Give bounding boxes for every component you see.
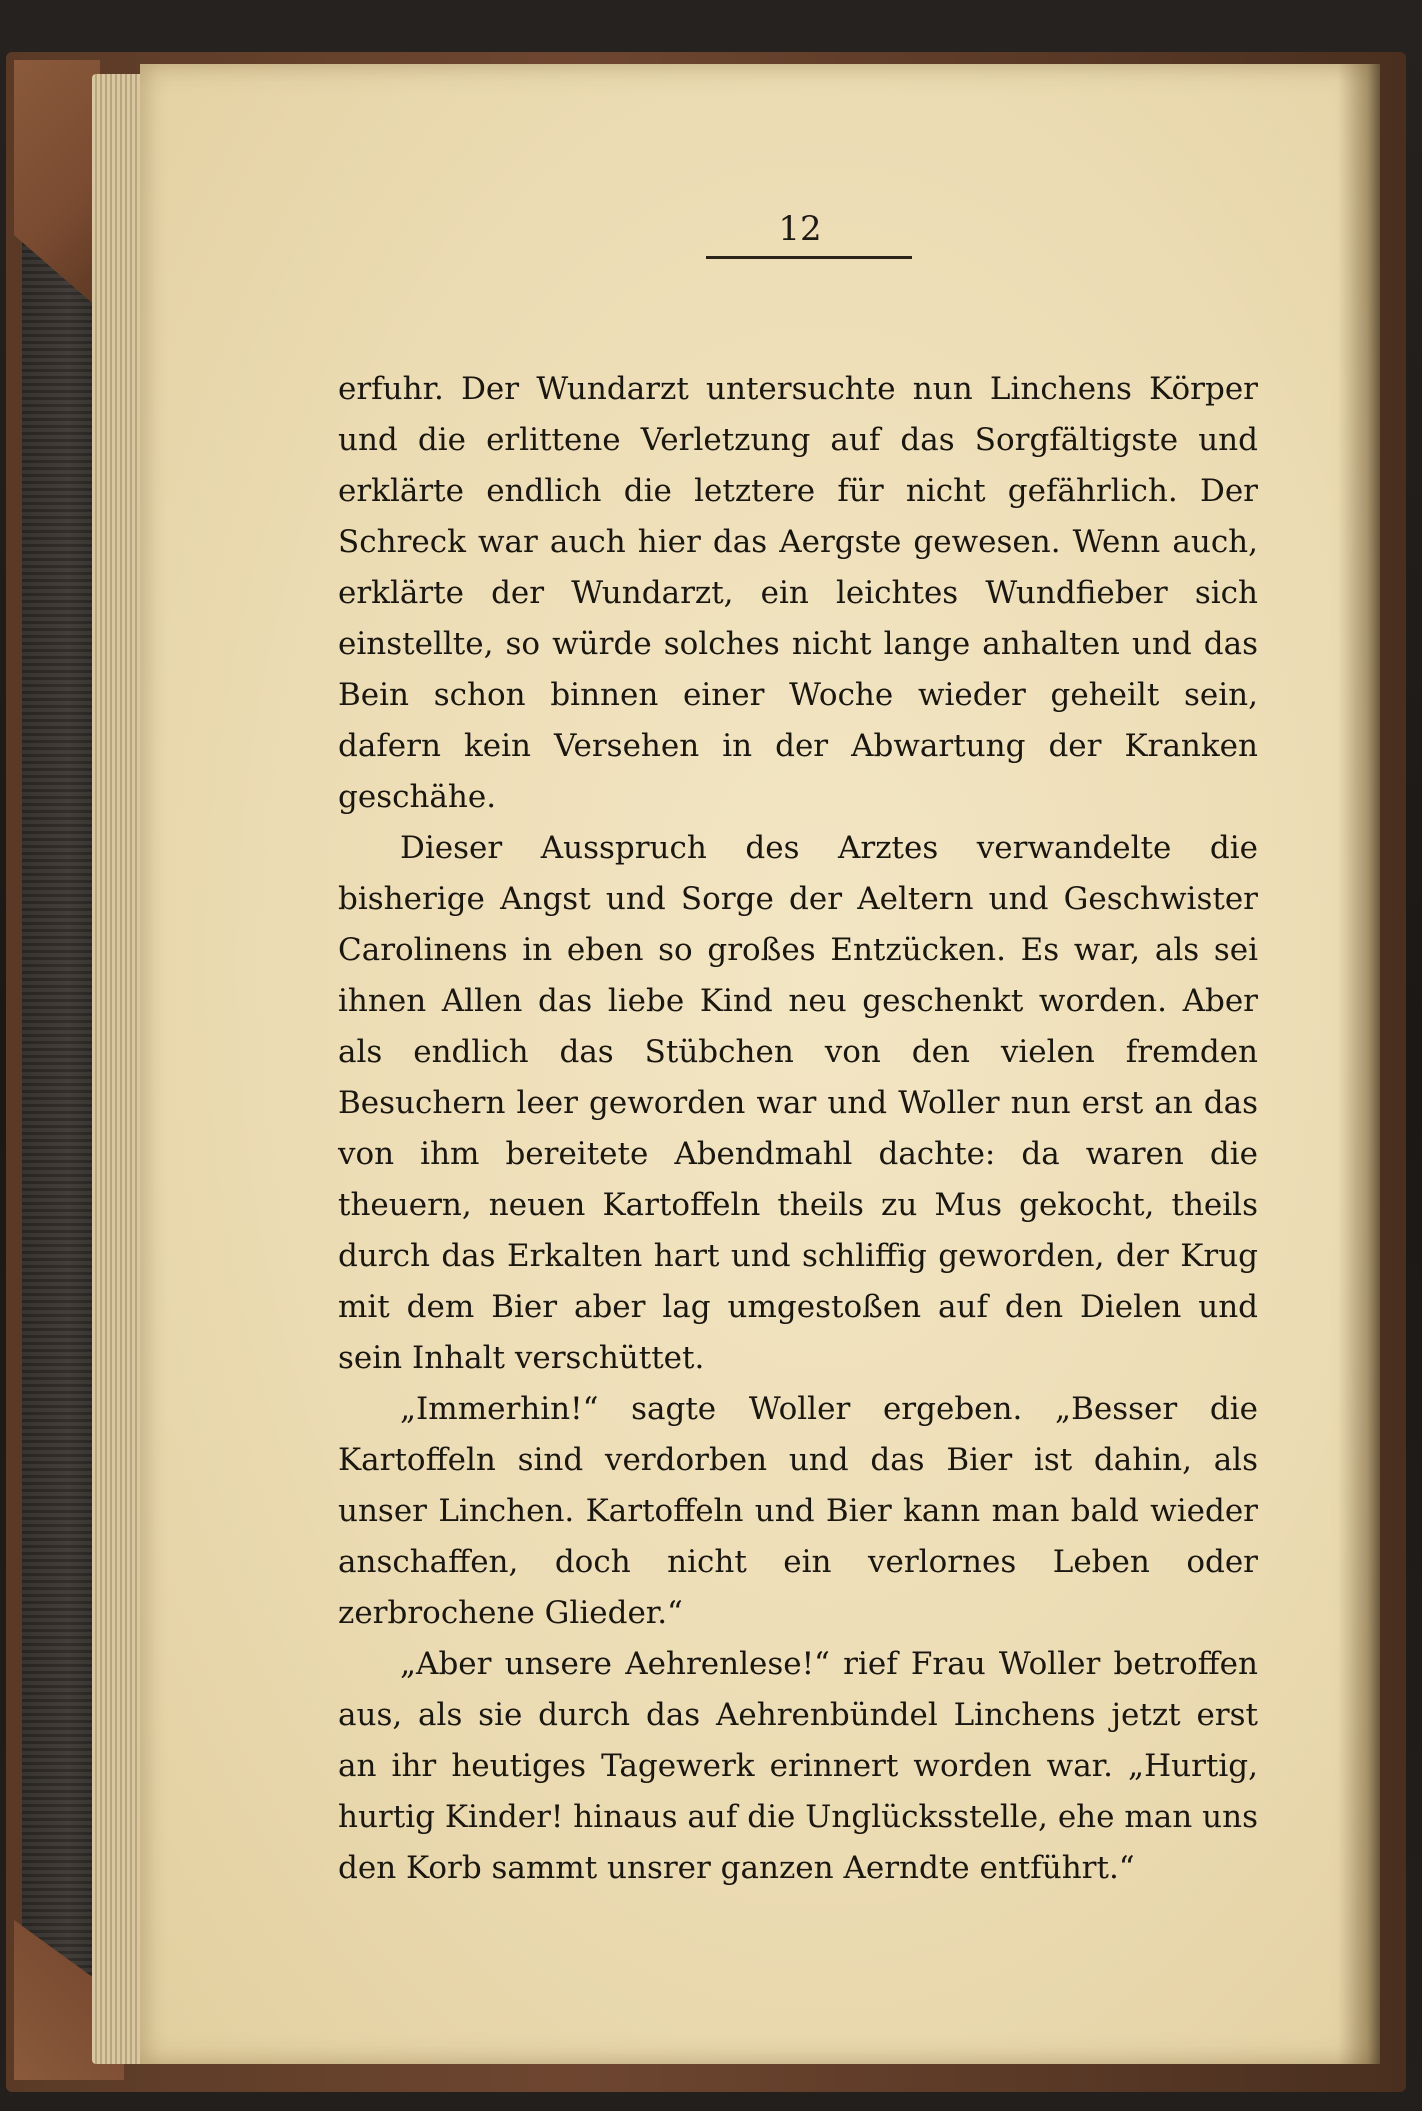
paragraph-1: erfuhr. Der Wundarzt untersuchte nun Linchens Körper und die erlittene Verletzung auf das Sorgfältigste und erklärte endlich die letztere für nicht gefährlich. Der Schreck war auch hier das Aergste gewesen. Wenn auch, erklärte der Wundarzt, ein leichtes Wundfieber sich einstellte, so würde solches nicht lange anhalten und das Bein schon binnen einer Woche wieder geheilt sein, dafern kein Versehen in der Abwartung der Kranken geschähe. [338,371,1258,815]
paragraph-4: „Aber unsere Aehrenlese!“ rief Frau Woller betroffen aus, als sie durch das Aehrenbündel Linchens jetzt erst an ihr heutiges Tagewerk erinnert worden war. „Hurtig, hurtig Kinder! hinaus auf die Unglücksstelle, ehe man uns den Korb sammt unsrer ganzen Aerndte entführt.“ [338,1646,1258,1886]
book-page [140,64,1380,2064]
page-gutter-shadow [1338,64,1380,2064]
paragraph-2: Dieser Ausspruch des Arztes verwandelte die bisherige Angst und Sorge der Aeltern und Geschwister Carolinens in eben so großes Entzücken. Es war, als sei ihnen Allen das liebe Kind neu geschenkt worden. Aber als endlich das Stübchen von den vielen fremden Besuchern leer geworden war und Woller nun erst an das von ihm bereitete Abendmahl dachte: da waren die theuern, neuen Kartoffeln theils zu Mus gekocht, theils durch das Erkalten hart und schliffig geworden, der Krug mit dem Bier aber lag umgestoßen auf den Dielen und sein Inhalt verschüttet. [338,830,1258,1376]
page-number: 12 [778,209,822,249]
paragraph-3: „Immerhin!“ sagte Woller ergeben. „Besser die Kartoffeln sind verdorben und das Bier ist dahin, als unser Linchen. Kartoffeln und Bier kann man bald wieder anschaffen, doch nicht ein verlornes Leben oder zerbrochene Glieder.“ [338,1391,1258,1631]
body-text [338,364,1258,1894]
page-number-rule [706,256,912,259]
